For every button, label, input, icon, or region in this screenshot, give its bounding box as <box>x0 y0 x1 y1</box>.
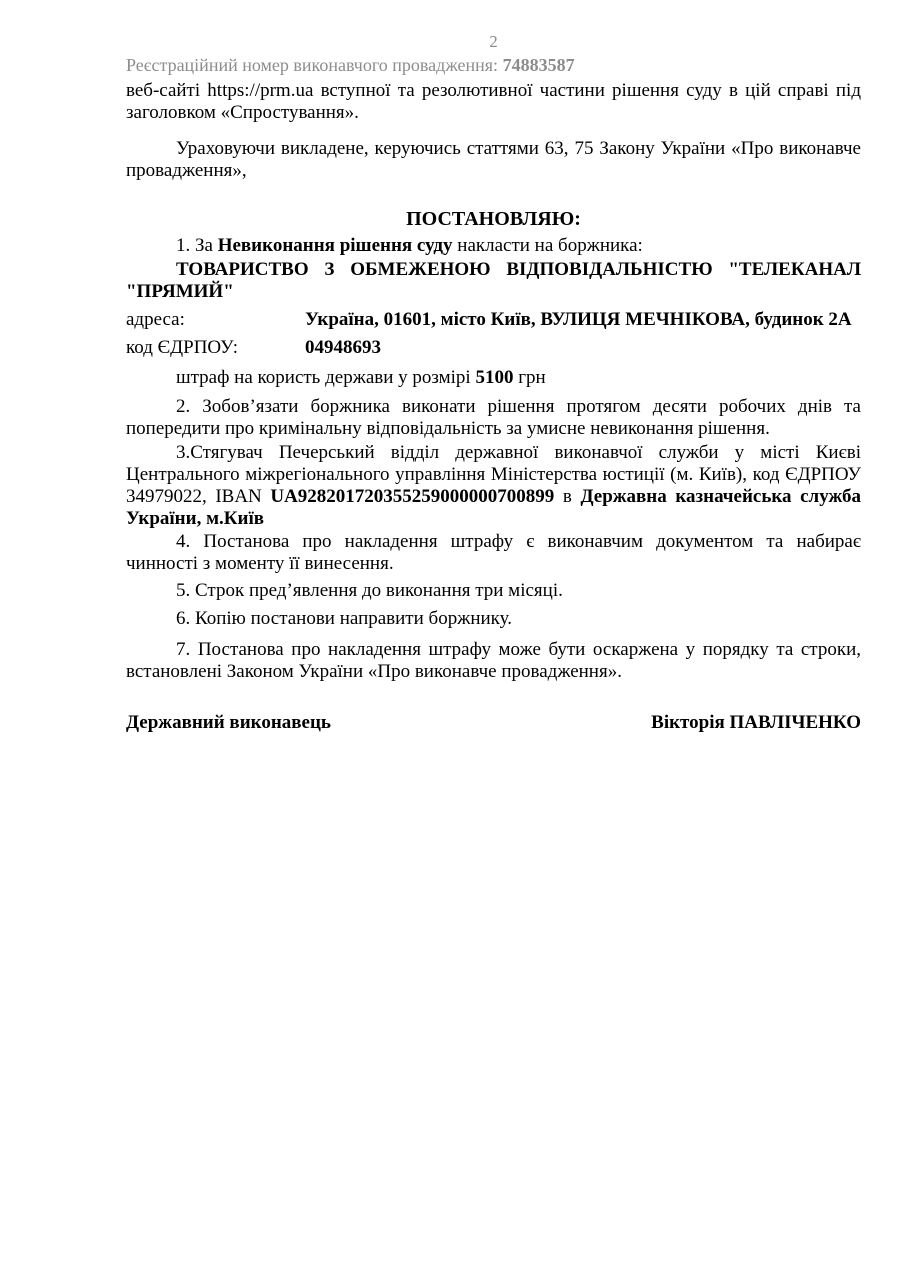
signature-row <box>126 712 861 734</box>
item1-prefix: 1. За <box>176 235 218 256</box>
address-row <box>126 309 861 331</box>
debtor-name-line2: "ПРЯМИЙ" <box>126 281 234 302</box>
resolution-item-6: 6. Копію постанови направити боржнику. <box>176 608 512 629</box>
fine-line <box>126 367 861 389</box>
fine-amount: 5100 <box>475 367 514 388</box>
address-value: Україна, 01601, місто Київ, ВУЛИЦЯ МЕЧНІКОВА, будинок 2А <box>305 309 852 330</box>
registration-number: 74883587 <box>502 55 575 75</box>
item3-prefix: 3.Стягувач Печерський відділ державної виконавчої служби у місті Києві Центрального міжрегіонального управління Міністерства юстиції (м. Київ), код ЄДРПОУ 34979022, IBAN <box>126 442 861 507</box>
debtor-name <box>126 259 861 303</box>
paragraph-considering: Ураховуючи викладене, керуючись статтями 63, 75 Закону України «Про виконавче провадження», <box>126 138 861 181</box>
resolution-item-1 <box>126 235 861 257</box>
item1-offense: Невиконання рішення суду <box>217 235 453 256</box>
signature-name: Вікторія ПАВЛІЧЕНКО <box>651 712 861 733</box>
address-label: адреса: <box>126 309 185 330</box>
paragraph-website: веб-сайті https://prm.ua вступної та резолютивної частини рішення суду в цій справі під заголовком «Спростування». <box>126 80 861 123</box>
signature-role: Державний виконавець <box>126 712 331 733</box>
item3-mid: в <box>554 486 581 507</box>
item3-treasury: Державна казначейська служба України, м.Київ <box>126 486 861 529</box>
item1-suffix: накласти на боржника: <box>452 235 643 256</box>
resolution-item-2: 2. Зобов’язати боржника виконати рішення протягом десяти робочих днів та попередити про кримінальну відповідальність за умисне невиконання рішення. <box>126 396 861 439</box>
resolution-item-7: 7. Постанова про накладення штрафу може бути оскаржена у порядку та строки, встановлені Законом України «Про виконавче провадження». <box>126 639 861 682</box>
resolution-item-3 <box>126 442 861 530</box>
registration-header <box>126 55 861 75</box>
resolution-item-4: 4. Постанова про накладення штрафу є виконавчим документом та набирає чинності з моменту її винесення. <box>126 531 861 574</box>
registration-label: Реєстраційний номер виконавчого провадження: <box>126 55 503 75</box>
edrpou-label: код ЄДРПОУ: <box>126 337 239 358</box>
edrpou-value: 04948693 <box>305 337 381 358</box>
fine-prefix: штраф на користь держави у розмірі <box>176 367 476 388</box>
fine-suffix: грн <box>513 367 546 388</box>
resolution-item-5: 5. Строк пред’явлення до виконання три місяці. <box>176 580 563 601</box>
item3-iban: UA928201720355259000000700899 <box>270 486 555 507</box>
edrpou-row <box>126 337 861 359</box>
debtor-name-line1: ТОВАРИСТВО З ОБМЕЖЕНОЮ ВІДПОВІДАЛЬНІСТЮ "ТЕЛЕКАНАЛ <box>176 259 861 280</box>
resolution-title: ПОСТАНОВЛЯЮ: <box>406 208 581 230</box>
page-number: 2 <box>489 32 498 51</box>
